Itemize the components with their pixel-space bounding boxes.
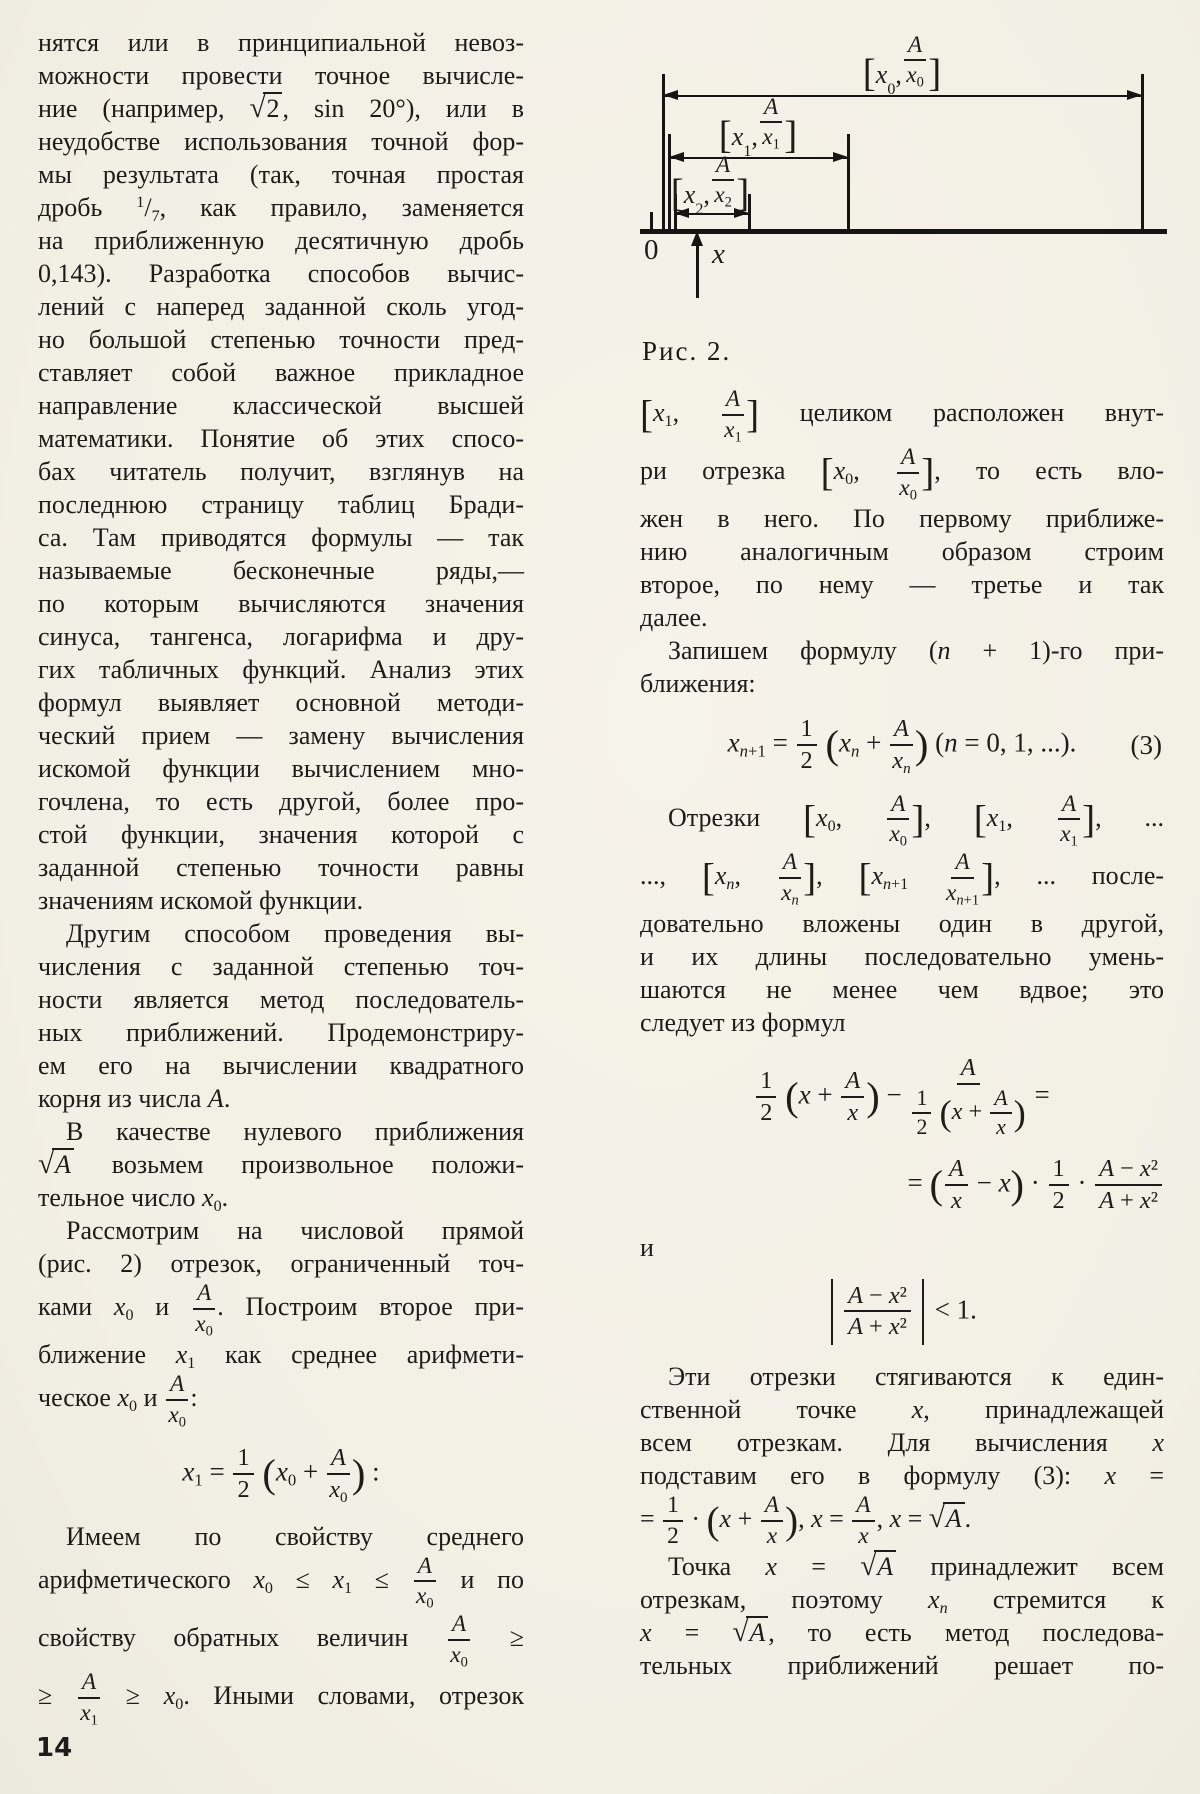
text-line: называемые бесконечные ряды,— xyxy=(38,556,524,585)
text-line: на приближенную десятичную дробь xyxy=(38,226,524,255)
formula-body: = ( $\frac{A}{x}$ − x) · $\frac{1}{2}$ · $\frac{\text{A − x²}}{\text{A + x²}}$ xyxy=(908,1155,1165,1215)
origin-tick xyxy=(650,212,653,229)
text-line: синуса, тангенса, логарифма и дру- xyxy=(38,622,524,651)
text-line: и их длины последовательно умень- xyxy=(640,942,1164,972)
left-column xyxy=(38,26,524,1727)
text-line: Рассмотрим на числовой прямой xyxy=(66,1216,524,1245)
text-line: Точка x = √A принадлежит всем xyxy=(668,1550,1164,1583)
text-line: далее. xyxy=(640,603,708,633)
text-line: Эти отрезки стягиваются к един- xyxy=(668,1362,1164,1392)
formula-body: $\frac{1}{2}$ (x + $\frac{A}{x}$ ) − A $\frac{1}{2}$ (x + $\frac{A}{x}$ ) = xyxy=(754,1054,1050,1140)
text-line: по которым вычисляются значения xyxy=(38,589,524,618)
text-line: В качестве нулевого приближения xyxy=(66,1117,524,1146)
text-line: ем его на вычислении квадратного xyxy=(38,1051,524,1080)
text-line: числения с заданной степенью точ- xyxy=(38,952,524,981)
text-line: ственной точке x, принадлежащей xyxy=(640,1395,1164,1425)
text-line: искомой функции вычислением мно- xyxy=(38,754,524,783)
display-formula xyxy=(38,1444,524,1504)
text-line: гочлена, то есть другой, более про- xyxy=(38,787,524,816)
display-formula xyxy=(640,1155,1164,1215)
text-line: лений с наперед заданной сколь угод- xyxy=(38,292,524,321)
text-line: [$x_1$, $\frac{A}{x_1}$ ] целиком расположен внут- xyxy=(640,386,1164,446)
text-line: ≥ $\frac{A}{x_1}$ ≥ $x_0$. Иными словами, отрезок xyxy=(38,1669,524,1729)
text-line: дробь $^1/_7$, как правило, заменяется xyxy=(38,193,524,226)
right-column xyxy=(640,386,1164,1682)
text-line: мы результата (так, точная простая xyxy=(38,160,524,189)
text-line: Отрезки [$x_0$, $\frac{A}{x_0}$ ], [$x_1$, $\frac{A}{x_1}$ ], ... xyxy=(668,790,1165,850)
text-line: ри отрезка [$x_0$, $\frac{A}{x_0}$ ], то есть вло- xyxy=(640,444,1164,504)
text-line: ками $x_0$ и $\frac{A}{x_0}$ . Построим второе при- xyxy=(38,1280,524,1340)
text-line: ности является метод последователь- xyxy=(38,985,524,1014)
interval-label-x2: [ x 2 , A $x_2$ ] xyxy=(670,151,750,218)
display-formula xyxy=(640,1279,1164,1345)
text-line: всем отрезкам. Для вычисления x xyxy=(640,1428,1164,1458)
text-line: ближения: xyxy=(640,669,756,699)
figure-diagram xyxy=(600,22,1185,330)
x-point-arrow xyxy=(696,244,699,298)
text-line: ближение $x_1$ как среднее арифмети- xyxy=(38,1340,524,1373)
text-line: последнюю страницу таблиц Бради- xyxy=(38,490,524,519)
text-line: нятся или в принципиальной невоз- xyxy=(38,28,524,57)
formula-body: $x_{n+1}$ = $\frac{1}{2}$ ($x_n$ + $\frac{A}{x_n}$ ) (n = 0, 1, ...). xyxy=(727,715,1077,777)
text-line: ние (например, √2 , sin 20°), или в xyxy=(38,92,524,124)
display-formula xyxy=(640,715,1164,775)
page-number: 14 xyxy=(36,1733,73,1763)
text-line: можности провести точное вычисле- xyxy=(38,61,524,90)
text-line: формул выявляет основной методи- xyxy=(38,688,524,717)
text-line: неудобстве использования точной фор- xyxy=(38,127,524,156)
text-line: ставляет собой важное прикладное xyxy=(38,358,524,387)
text-line: шаются не менее чем вдвое; это xyxy=(640,975,1164,1005)
text-line: стой функции, значения которой с xyxy=(38,820,524,849)
number-line xyxy=(640,229,1167,234)
text-line: подставим его в формулу (3): x = xyxy=(640,1461,1164,1491)
text-line: жен в него. По первому приближе- xyxy=(640,504,1164,534)
text-line: 0,143). Разработка способов вычис- xyxy=(38,259,524,288)
text-line: √A возьмем произвольное положи- xyxy=(38,1148,524,1180)
text-line: но большой степенью точности пред- xyxy=(38,325,524,354)
text-line: Запишем формулу (n + 1)-го при- xyxy=(668,636,1164,666)
text-line: = $\frac{1}{2}$ · (x + $\frac{A}{x}$ ), x = $\frac{A}{x}$ , x = √A . xyxy=(640,1492,972,1549)
text-line: и xyxy=(640,1232,654,1262)
text-line: (рис. 2) отрезок, ограниченный точ- xyxy=(38,1249,524,1278)
text-line: бах читатель получит, взглянув на xyxy=(38,457,524,486)
interval-label-x0: [ x 0 , A $x_0$ ] xyxy=(862,31,942,98)
text-line: тельных приближений решает по- xyxy=(640,1651,1164,1681)
text-line: заданной степенью точности равны xyxy=(38,853,524,882)
origin-label: 0 xyxy=(644,234,659,266)
text-line: направление классической высшей xyxy=(38,391,524,420)
text-line: арифметического $x_0 \le x_1$ ≤ $\frac{A}{x_0}$ и по xyxy=(38,1552,525,1612)
text-line: второе, по нему — третье и так xyxy=(640,570,1164,600)
text-line: значениям искомой функции. xyxy=(38,886,364,915)
text-line: Имеем по свойству среднего xyxy=(66,1521,524,1551)
formula-body: $x_1$ = $\frac{1}{2}$ ($x_0$ + $\frac{A}{x_0}$ ) : xyxy=(182,1444,380,1506)
text-line: x = √A , то есть метод последова- xyxy=(640,1616,1165,1649)
text-line: математики. Понятие об этих спосо- xyxy=(38,424,524,453)
formula-body: A − x² A + x² < 1. xyxy=(827,1279,977,1345)
text-line: нию аналогичным образом строим xyxy=(640,537,1164,567)
text-line: ческий прием — замену вычисления xyxy=(38,721,524,750)
display-formula xyxy=(640,1054,1164,1140)
text-line: са. Там приводятся формулы — так xyxy=(38,523,524,552)
text-line: гих табличных функций. Анализ этих xyxy=(38,655,524,684)
figure-caption: Рис. 2. xyxy=(642,336,732,366)
text-line: довательно вложены один в другой, xyxy=(640,909,1164,939)
text-line: ных приближений. Продемонстриру- xyxy=(38,1018,524,1047)
text-line: свойству обратных величин $\frac{A}{x_0}$ ≥ xyxy=(38,1610,524,1671)
text-line: ческое $x_0$ и $\frac{A}{x_0}$ : xyxy=(38,1371,198,1431)
text-line: Другим способом проведения вы- xyxy=(66,919,524,948)
text-line: тельное число $x_0$. xyxy=(38,1183,229,1216)
text-line: корня из числа A. xyxy=(38,1084,231,1113)
text-line: отрезкам, поэтому $x_n$ стремится к xyxy=(640,1585,1164,1618)
interval-label-x1: [ x 1 , A $x_1$ ] xyxy=(718,93,798,160)
equation-number: (3) xyxy=(1130,729,1162,760)
text-line: следует из формул xyxy=(640,1008,846,1038)
axis-label: x xyxy=(712,238,725,270)
text-line: ..., [$x_n$, $\frac{A}{x_n}$ ], [$x_{n+1}$ $\frac{A}{x_{n+1}}$ ], ... после- xyxy=(640,848,1165,909)
